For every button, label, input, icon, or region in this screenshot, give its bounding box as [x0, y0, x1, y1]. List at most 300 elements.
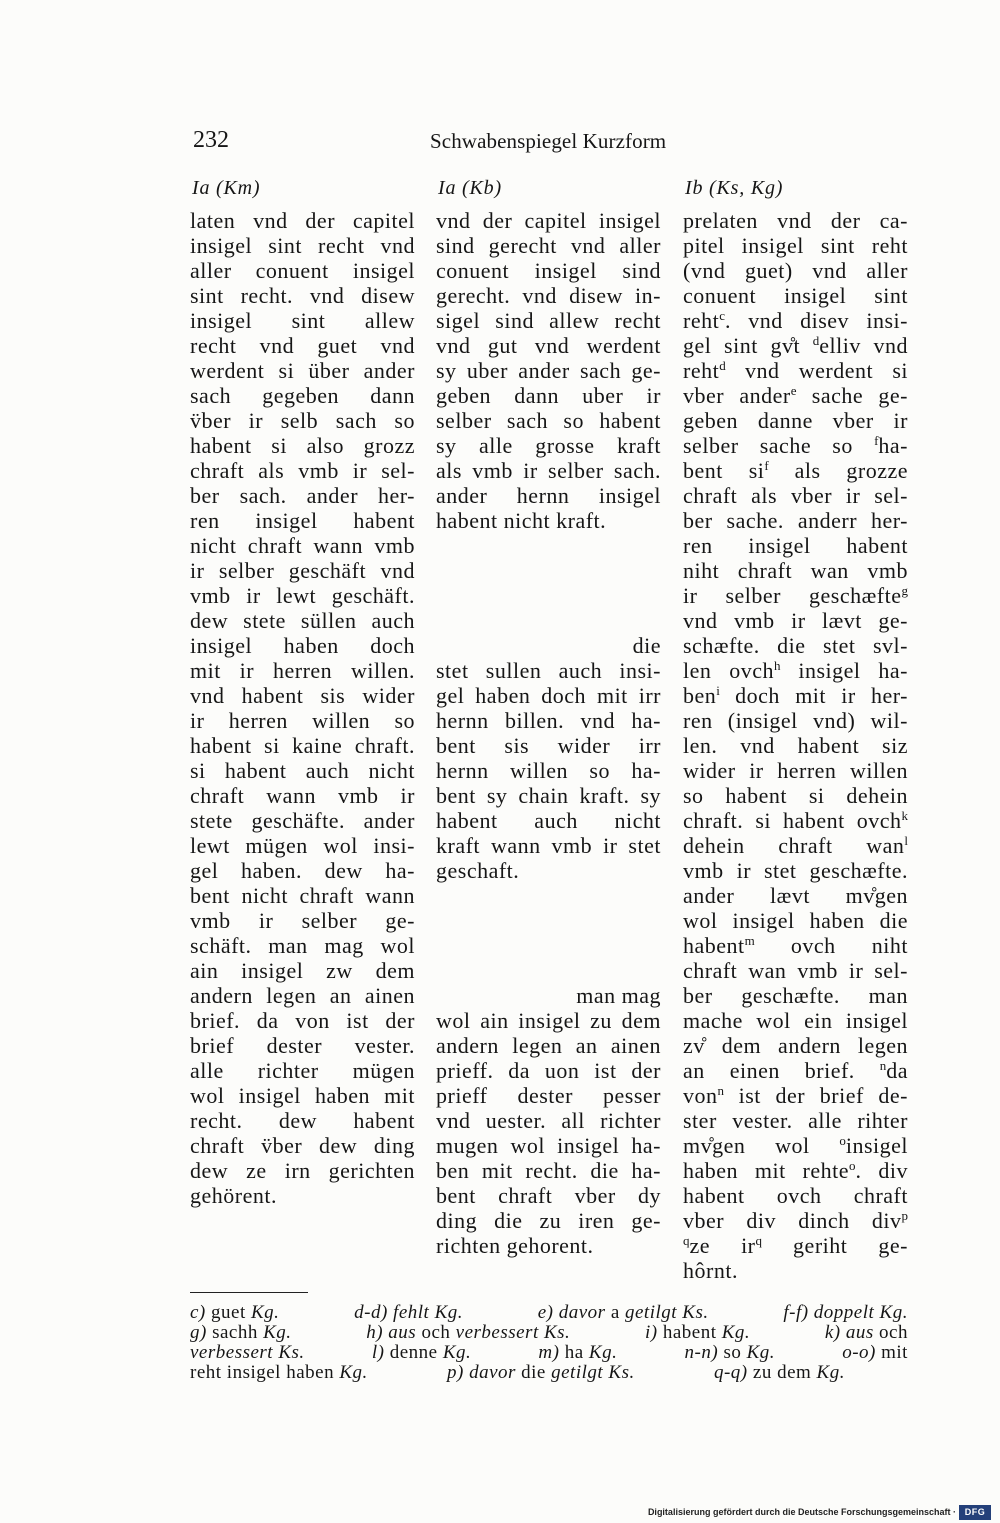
page-number: 232 — [193, 127, 229, 153]
text-line — [190, 658, 415, 683]
apparatus-note: l) — [371, 1342, 385, 1363]
text-line — [436, 708, 661, 733]
footnote-entry — [366, 1323, 570, 1343]
column-siglum: Ia (Kb) — [438, 177, 502, 199]
text-line — [683, 733, 908, 758]
text-line — [683, 1233, 908, 1258]
footnote-marker: l — [904, 833, 908, 848]
text-line — [436, 1183, 661, 1208]
text-line — [683, 208, 908, 233]
text-line — [190, 1133, 415, 1158]
line-text: chraft wann vmb ir — [190, 783, 415, 808]
line-text: wol insigel haben die — [683, 908, 908, 933]
line-text: alle richter mügen — [190, 1058, 415, 1083]
text-line — [683, 783, 908, 808]
line-text: sint recht. vnd disew — [190, 283, 415, 308]
line-text: von — [683, 1083, 718, 1108]
line-text: . div — [855, 1158, 908, 1183]
text-line — [436, 233, 661, 258]
footnote-marker: f — [874, 433, 879, 448]
text-line — [190, 808, 415, 833]
apparatus-note: p) davor — [447, 1362, 522, 1383]
text-line — [190, 458, 415, 483]
text-line — [683, 933, 908, 958]
text-line — [190, 1083, 415, 1108]
text-line — [683, 608, 908, 633]
line-text: vnd gut vnd werdent — [436, 333, 661, 358]
column-ia-km — [190, 0, 415, 1290]
running-title: Schwabenspiegel Kurzform — [430, 129, 667, 153]
variant-reading: ha — [559, 1342, 589, 1363]
text-line — [683, 333, 908, 358]
text-line — [683, 883, 908, 908]
footnote-marker: f — [764, 458, 769, 473]
line-text: sind gerecht vnd aller — [436, 233, 661, 258]
text-line — [436, 1108, 661, 1133]
text-line — [436, 508, 661, 533]
line-text: stete geschäfte. ander — [190, 808, 415, 833]
line-text: ain insigel zw dem — [190, 958, 415, 983]
text-line — [436, 408, 661, 433]
line-text: (vnd guet) vnd aller — [683, 258, 908, 283]
text-line — [190, 1058, 415, 1083]
line-text: ber geschæfte. man — [683, 983, 908, 1008]
apparatus-note: h) aus — [366, 1322, 422, 1343]
text-line — [190, 283, 415, 308]
line-text: selber sache so — [683, 433, 875, 458]
line-text: vnd habent sis wider — [190, 683, 415, 708]
apparatus-note: Kg. — [588, 1342, 618, 1363]
line-text: ir selber geschäft vnd — [190, 558, 415, 583]
text-line — [683, 708, 908, 733]
text-line — [683, 633, 908, 658]
text-line — [190, 633, 415, 658]
line-text: dew ze irn gerichten — [190, 1158, 415, 1183]
line-text: prieff. da uon ist der — [436, 1058, 661, 1083]
text-line — [190, 333, 415, 358]
text-line — [683, 233, 908, 258]
apparatus-note: getilgt Ks. — [619, 1302, 709, 1323]
line-text: vmb ir stet geschæfte. — [683, 858, 908, 883]
text-line — [436, 808, 661, 833]
line-text: stet sullen auch insi- — [436, 658, 661, 683]
line-text: ben mit recht. die ha- — [436, 1158, 661, 1183]
line-text: schäft. man mag wol — [190, 933, 415, 958]
text-line — [436, 1083, 661, 1108]
line-text: gerecht. vnd disew in- — [436, 283, 661, 308]
line-text: die — [632, 633, 661, 658]
line-text: sach gegeben dann — [190, 383, 415, 408]
text-line — [190, 383, 415, 408]
line-text: vmb ir selber ge- — [190, 908, 415, 933]
line-text: habent auch nicht — [436, 808, 661, 833]
line-text: ir herren willen so — [190, 708, 415, 733]
text-line — [190, 1158, 415, 1183]
text-line — [683, 958, 908, 983]
text-line — [683, 458, 908, 483]
footnote-entry — [645, 1323, 750, 1343]
text-line — [683, 683, 908, 708]
text-line — [190, 783, 415, 808]
text-line — [683, 983, 908, 1008]
text-line — [190, 433, 415, 458]
variant-reading: habent — [657, 1322, 722, 1343]
text-line — [683, 1183, 908, 1208]
column-ib-ks-kg — [683, 0, 908, 1290]
line-text: doch mit ir her- — [719, 683, 908, 708]
text-line — [436, 458, 661, 483]
line-text: mugen wol insigel ha- — [436, 1133, 661, 1158]
line-text: vnd der capitel insigel — [436, 208, 661, 233]
line-text: andern legen an ainen — [190, 983, 415, 1008]
text-line — [436, 1133, 661, 1158]
variant-reading: och — [879, 1322, 908, 1343]
apparatus-note: Kg. — [746, 1342, 776, 1363]
text-line — [190, 908, 415, 933]
footnote-marker: n — [717, 1083, 724, 1098]
text-line — [190, 683, 415, 708]
line-text: ren (insigel vnd) wil- — [683, 708, 908, 733]
line-text: vnd vmb ir lævt ge- — [683, 608, 908, 633]
variant-reading: zu dem — [747, 1362, 817, 1383]
line-text: reht — [683, 308, 720, 333]
footnote-marker: q — [683, 1233, 690, 1248]
column-siglum: Ib (Ks, Kg) — [685, 177, 784, 199]
line-text: als vmb ir selber sach. — [436, 458, 661, 483]
line-text: bent sy chain kraft. sy — [436, 783, 661, 808]
text-line — [683, 758, 908, 783]
line-text: andern legen an ainen — [436, 1033, 661, 1058]
line-text: len ovch — [683, 658, 775, 683]
footnote-entry — [190, 1363, 368, 1383]
line-text: als grozze — [768, 458, 908, 483]
text-line — [683, 658, 908, 683]
text-line — [683, 1108, 908, 1133]
line-text: lewt mügen wol insi- — [190, 833, 415, 858]
text-line — [190, 558, 415, 583]
footnote-marker: h — [774, 658, 781, 673]
line-text: gel haben doch mit irr — [436, 683, 661, 708]
line-text: chraft wan vmb ir sel- — [683, 958, 908, 983]
footnote-marker: c — [719, 308, 725, 323]
line-text: geben danne vber ir — [683, 408, 908, 433]
text-line — [683, 1158, 908, 1183]
text-line — [190, 983, 415, 1008]
line-text: habent ovch chraft — [683, 1183, 908, 1208]
text-line — [683, 483, 908, 508]
variant-reading: reht insigel haben — [190, 1362, 340, 1383]
text-line — [436, 258, 661, 283]
footnote-entry — [190, 1303, 279, 1323]
text-line — [436, 1008, 661, 1033]
line-text: hernn billen. vnd ha- — [436, 708, 661, 733]
line-text: habent nicht kraft. — [436, 508, 607, 533]
text-line — [436, 433, 661, 458]
footnote-marker: g — [901, 583, 908, 598]
footnote-entry — [190, 1343, 305, 1363]
apparatus-note: q-q) — [713, 1362, 748, 1383]
line-text: dew stete süllen auch — [190, 608, 415, 633]
footnote-marker: m — [744, 933, 755, 948]
line-text: prelaten vnd der ca- — [683, 208, 908, 233]
variant-reading: die — [521, 1362, 546, 1383]
text-line — [190, 1108, 415, 1133]
line-text: richten gehorent. — [436, 1233, 594, 1258]
text-line — [436, 208, 661, 233]
text-line — [436, 333, 661, 358]
line-text: bent nicht chraft wann — [190, 883, 415, 908]
variant-reading: denne — [384, 1342, 443, 1363]
line-text: ze ir — [689, 1233, 756, 1258]
text-line — [683, 358, 908, 383]
text-line — [436, 983, 661, 1008]
line-text: vber div dinch div — [683, 1208, 902, 1233]
text-line — [683, 258, 908, 283]
line-text: insigel — [845, 1133, 908, 1158]
text-line — [190, 833, 415, 858]
line-text: werdent si über ander — [190, 358, 415, 383]
line-text: elliv vnd — [819, 333, 908, 358]
footnote-line — [190, 1303, 908, 1323]
line-text: an einen brief. — [683, 1058, 880, 1083]
line-text: chraft. si habent ovch — [683, 808, 902, 833]
variant-reading: och — [421, 1322, 451, 1343]
line-text: ander hernn insigel — [436, 483, 661, 508]
text-line — [436, 733, 661, 758]
text-line — [683, 383, 908, 408]
footnote-line — [190, 1343, 908, 1363]
text-line — [436, 833, 661, 858]
text-line — [190, 608, 415, 633]
line-text: sy uber ander sach ge- — [436, 358, 661, 383]
line-text: conuent insigel sind — [436, 258, 661, 283]
line-text: ovch niht — [754, 933, 908, 958]
variant-reading: so — [718, 1342, 747, 1363]
apparatus-note: n-n) — [684, 1342, 719, 1363]
line-text: insigel haben doch — [190, 633, 415, 658]
text-line — [683, 558, 908, 583]
apparatus-note: Kg. — [442, 1342, 472, 1363]
footnote-entry — [447, 1363, 635, 1383]
apparatus-note: Kg. — [263, 1322, 292, 1343]
line-text: ren insigel habent — [683, 533, 908, 558]
line-text: zv̊ dem andern legen — [683, 1033, 908, 1058]
line-text: ster vester. alle rihter — [683, 1108, 908, 1133]
footnote-marker: k — [901, 808, 908, 823]
text-line — [683, 808, 908, 833]
text-line — [436, 1058, 661, 1083]
text-line — [683, 858, 908, 883]
line-text: gel sint gv̊t — [683, 333, 813, 358]
dfg-logo: DFG — [959, 1505, 991, 1520]
apparatus-note: i) — [644, 1322, 658, 1343]
line-text: sigel sind allew recht — [436, 308, 661, 333]
apparatus-note: k) aus — [824, 1322, 880, 1343]
footnote-entry — [538, 1303, 709, 1323]
line-text: reht — [683, 358, 720, 383]
text-line — [436, 283, 661, 308]
line-text: len. vnd habent siz — [683, 733, 908, 758]
line-text: habent si also grozz — [190, 433, 415, 458]
variant-reading: a — [610, 1302, 620, 1323]
variant-reading: mit — [875, 1342, 908, 1363]
text-line — [190, 708, 415, 733]
line-text: mache wol ein insigel — [683, 1008, 908, 1033]
line-text: habent — [683, 933, 745, 958]
text-line — [190, 358, 415, 383]
footnote-marker: i — [716, 683, 720, 698]
footnote-marker: e — [790, 383, 797, 398]
apparatus-note: o-o) — [842, 1342, 876, 1363]
apparatus-note: Kg. — [339, 1362, 368, 1383]
apparatus-note: Kg. — [721, 1322, 751, 1343]
text-line — [190, 933, 415, 958]
line-text: ha- — [878, 433, 908, 458]
line-text: recht vnd guet vnd — [190, 333, 415, 358]
text-line — [436, 1158, 661, 1183]
line-text: vnd uester. all richter — [436, 1108, 661, 1133]
text-line — [683, 508, 908, 533]
text-line — [190, 208, 415, 233]
line-text: aller conuent insigel — [190, 258, 415, 283]
apparatus-note: g) — [190, 1322, 207, 1343]
text-line — [436, 1233, 661, 1258]
apparatus-note: getilgt Ks. — [545, 1362, 635, 1383]
text-line — [190, 958, 415, 983]
footnote-entry — [685, 1343, 776, 1363]
variant-reading: guet — [205, 1302, 251, 1323]
line-text: . vnd disev insi- — [724, 308, 908, 333]
text-line — [190, 533, 415, 558]
line-text: geschaft. — [436, 858, 520, 883]
footnote-rule — [190, 1292, 308, 1293]
text-line — [190, 733, 415, 758]
footnote-marker: n — [879, 1058, 887, 1073]
line-text: conuent insigel sint — [683, 283, 908, 308]
column-siglum: Ia (Km) — [192, 177, 261, 199]
text-line — [190, 858, 415, 883]
text-line — [190, 1008, 415, 1033]
line-text: dehein chraft wan — [683, 833, 905, 858]
text-line — [683, 408, 908, 433]
line-text: gel haben. dew ha- — [190, 858, 415, 883]
text-line — [436, 858, 661, 883]
line-text: hernn willen so ha- — [436, 758, 661, 783]
text-line — [683, 1208, 908, 1233]
footnote-entry — [714, 1363, 845, 1383]
line-text: ist der brief de- — [724, 1083, 908, 1108]
apparatus-note: verbessert Ks. — [450, 1322, 571, 1343]
text-line — [190, 308, 415, 333]
footnote-marker: o — [849, 1158, 856, 1173]
text-line — [190, 233, 415, 258]
column-ia-kb — [436, 0, 661, 1290]
digitization-credit: Digitalisierung gefördert durch die Deutsche Forschungsgemeinschaft · — [647, 1507, 956, 1517]
line-text: so habent si dehein — [683, 783, 908, 808]
variant-reading: sachh — [206, 1322, 264, 1343]
line-text: hôrnt. — [683, 1258, 738, 1283]
line-text: ben — [683, 683, 717, 708]
line-text: insigel sint allew — [190, 308, 415, 333]
text-line — [190, 508, 415, 533]
text-line — [683, 1258, 908, 1283]
text-line — [436, 758, 661, 783]
text-line — [683, 833, 908, 858]
text-line — [683, 308, 908, 333]
line-text: wol insigel haben mit — [190, 1083, 415, 1108]
footnote-marker: d — [719, 358, 726, 373]
text-line — [436, 308, 661, 333]
line-text: habent si kaine chraft. — [190, 733, 415, 758]
line-text: schæfte. die stet svl- — [683, 633, 908, 658]
line-text: wider ir herren willen — [683, 758, 908, 783]
line-text: vnd werdent si — [725, 358, 908, 383]
text-line — [436, 783, 661, 808]
line-text: niht chraft wan vmb — [683, 558, 908, 583]
apparatus-note: d-d) fehlt Kg. — [354, 1302, 463, 1323]
text-line — [190, 483, 415, 508]
text-line — [436, 383, 661, 408]
apparatus-note: f-f) doppelt Kg. — [783, 1302, 908, 1323]
text-line — [683, 283, 908, 308]
line-text: bent chraft vber dy — [436, 1183, 661, 1208]
text-line — [190, 408, 415, 433]
text-line — [683, 433, 908, 458]
text-line — [436, 658, 661, 683]
line-text: da — [886, 1058, 908, 1083]
line-text: insigel sint recht vnd — [190, 233, 415, 258]
footnote-entry — [538, 1343, 617, 1363]
footnote-entry — [372, 1343, 471, 1363]
text-line — [436, 358, 661, 383]
line-text: si habent auch nicht — [190, 758, 415, 783]
line-text: brief. da von ist der — [190, 1008, 415, 1033]
apparatus-note: verbessert Ks. — [190, 1342, 305, 1363]
line-text: vmb ir lewt geschäft. — [190, 583, 415, 608]
footnote-line — [190, 1323, 908, 1343]
footnote-entry — [190, 1323, 292, 1343]
footnote-marker: q — [755, 1233, 763, 1248]
line-text: ber sach. ander her- — [190, 483, 415, 508]
line-text: wol ain insigel zu dem — [436, 1008, 661, 1033]
line-text: nicht chraft wann vmb — [190, 533, 415, 558]
line-text: chraft als vmb ir sel- — [190, 458, 415, 483]
text-line — [436, 483, 661, 508]
line-text: haben mit rehte — [683, 1158, 850, 1183]
text-line — [683, 1083, 908, 1108]
line-text: mv̊gen wol — [683, 1133, 840, 1158]
line-text: ir selber geschæfte — [683, 583, 902, 608]
line-text: man mag — [576, 983, 661, 1008]
line-text: vber ander — [683, 383, 791, 408]
text-line — [190, 583, 415, 608]
text-line — [190, 758, 415, 783]
text-line — [683, 1133, 908, 1158]
line-text: brief dester vester. — [190, 1033, 415, 1058]
text-line — [190, 1183, 415, 1208]
text-line — [683, 1058, 908, 1083]
apparatus-note: Kg. — [250, 1302, 280, 1323]
line-text: ding die zu iren ge- — [436, 1208, 661, 1233]
text-line — [683, 1008, 908, 1033]
footnote-line — [190, 1363, 845, 1383]
line-text: bent si — [683, 458, 765, 483]
apparatus-note: e) davor — [537, 1302, 611, 1323]
text-line — [190, 258, 415, 283]
text-line — [683, 583, 908, 608]
footnote-marker: o — [839, 1133, 846, 1148]
line-text: prieff dester pesser — [436, 1083, 661, 1108]
